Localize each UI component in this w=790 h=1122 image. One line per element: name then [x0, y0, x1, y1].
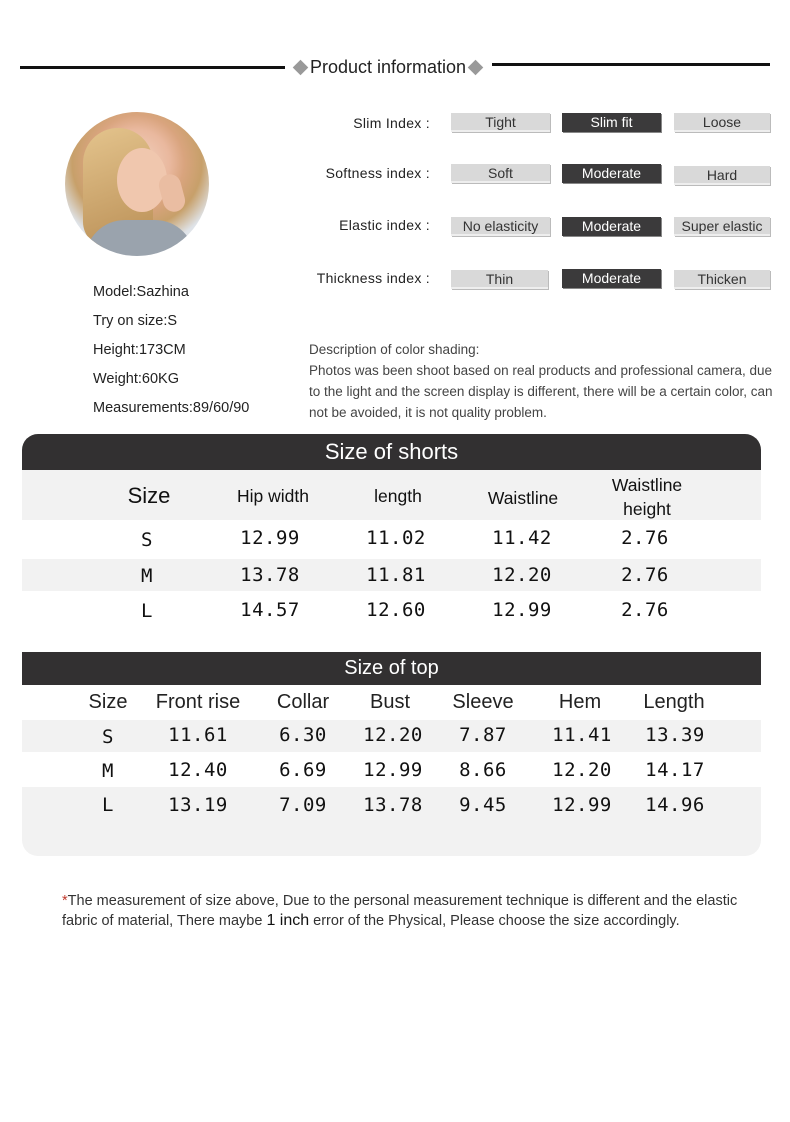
top-cell-sleeve: 7.87: [459, 724, 507, 746]
thickness-option-moderate: Moderate: [562, 269, 661, 288]
model-info: [93, 283, 249, 428]
shorts-cell-waistline-height: 2.76: [621, 599, 669, 621]
thickness-option-thin: Thin: [451, 270, 548, 289]
elastic-option-moderate: Moderate: [562, 217, 661, 236]
model-try-on-size: Try on size:S: [93, 313, 178, 329]
shorts-cell-hip: 13.78: [240, 564, 300, 586]
top-cell-bust: 12.20: [363, 724, 423, 746]
shorts-cell-size: L: [141, 600, 153, 622]
header-title-text: Product information: [309, 56, 467, 77]
description-body: Photos was been shoot based on real products and professional camera, due to the light and the screen display is different, there will be a certain color, can not be avoided, it is not quality problem.: [309, 363, 773, 420]
shorts-cell-waistline-height: 2.76: [621, 564, 669, 586]
softness-option-moderate: Moderate: [562, 164, 661, 183]
thickness-option-thicken: Thicken: [674, 270, 770, 289]
shorts-cell-waistline: 12.99: [492, 599, 552, 621]
model-measurements: Measurements:89/60/90: [93, 400, 250, 416]
header-line-right: [492, 63, 770, 66]
top-table-footer-band: [22, 823, 761, 856]
top-cell-collar: 6.30: [279, 724, 327, 746]
shorts-table-title: Size of shorts: [22, 434, 761, 470]
header-title: [282, 55, 494, 79]
top-header-size: Size: [88, 691, 128, 713]
top-cell-front-rise: 13.19: [168, 794, 228, 816]
top-cell-sleeve: 8.66: [459, 759, 507, 781]
top-header-hem: Hem: [558, 691, 602, 713]
top-header-bust: Bust: [369, 691, 411, 713]
note-asterisk: *: [62, 893, 68, 909]
top-cell-front-rise: 12.40: [168, 759, 228, 781]
shorts-cell-length: 11.02: [366, 527, 426, 549]
top-cell-collar: 7.09: [279, 794, 327, 816]
top-cell-length: 14.96: [645, 794, 705, 816]
shorts-cell-hip: 12.99: [240, 527, 300, 549]
shorts-cell-waistline-height: 2.76: [621, 527, 669, 549]
shorts-header-length: length: [374, 486, 422, 506]
header-line-left: [20, 66, 285, 69]
top-cell-hem: 12.20: [552, 759, 612, 781]
note-emphasis: 1 inch: [266, 912, 310, 929]
model-photo: [65, 112, 209, 256]
slim-index-label: Slim Index :: [353, 115, 430, 131]
top-header-collar: Collar: [276, 691, 330, 713]
top-cell-length: 13.39: [645, 724, 705, 746]
top-header-front-rise: Front rise: [155, 691, 241, 713]
shorts-header-waistline: Waistline: [487, 488, 559, 508]
top-cell-front-rise: 11.61: [168, 724, 228, 746]
thickness-index-label: Thickness index :: [316, 270, 430, 286]
shorts-cell-size: M: [141, 565, 153, 587]
note-text-part2: error of the Physical, Please choose the size accordingly.: [309, 913, 680, 929]
note-text-part1: The measurement of size above, Due to the personal measurement technique is different and the elastic fabric of material, There maybe: [62, 893, 738, 929]
shorts-header-hip-width: Hip width: [237, 486, 309, 506]
model-name: Model:Sazhina: [93, 284, 189, 300]
shorts-header-size: Size: [127, 483, 171, 508]
softness-option-soft: Soft: [451, 164, 550, 183]
shorts-cell-waistline: 12.20: [492, 564, 552, 586]
top-cell-sleeve: 9.45: [459, 794, 507, 816]
top-table-title: Size of top: [22, 652, 761, 685]
shorts-cell-length: 11.81: [366, 564, 426, 586]
model-height: Height:173CM: [93, 342, 186, 358]
shorts-header-waistline-height: Waistline height: [611, 475, 683, 519]
shorts-cell-length: 12.60: [366, 599, 426, 621]
diamond-icon: [468, 59, 484, 75]
color-shading-description: [309, 339, 779, 423]
slim-option-loose: Loose: [674, 113, 770, 132]
shorts-cell-size: S: [141, 529, 153, 551]
top-cell-size: M: [102, 760, 114, 782]
top-cell-hem: 11.41: [552, 724, 612, 746]
top-cell-bust: 12.99: [363, 759, 423, 781]
diamond-icon: [293, 59, 309, 75]
elastic-option-none: No elasticity: [451, 217, 550, 236]
elastic-option-super: Super elastic: [674, 217, 770, 236]
top-cell-bust: 13.78: [363, 794, 423, 816]
model-weight: Weight:60KG: [93, 371, 179, 387]
top-cell-collar: 6.69: [279, 759, 327, 781]
description-title: Description of color shading:: [309, 342, 480, 357]
softness-index-label: Softness index :: [325, 165, 430, 181]
shorts-cell-waistline: 11.42: [492, 527, 552, 549]
top-cell-hem: 12.99: [552, 794, 612, 816]
elastic-index-label: Elastic index :: [339, 217, 430, 233]
slim-option-tight: Tight: [451, 113, 550, 132]
softness-option-hard: Hard: [674, 166, 770, 185]
top-header-length: Length: [643, 691, 705, 713]
top-cell-size: S: [102, 726, 114, 748]
top-cell-length: 14.17: [645, 759, 705, 781]
top-cell-size: L: [102, 794, 114, 816]
shorts-cell-hip: 14.57: [240, 599, 300, 621]
top-header-sleeve: Sleeve: [452, 691, 514, 713]
slim-option-slim-fit: Slim fit: [562, 113, 661, 132]
measurement-note: [62, 892, 762, 931]
